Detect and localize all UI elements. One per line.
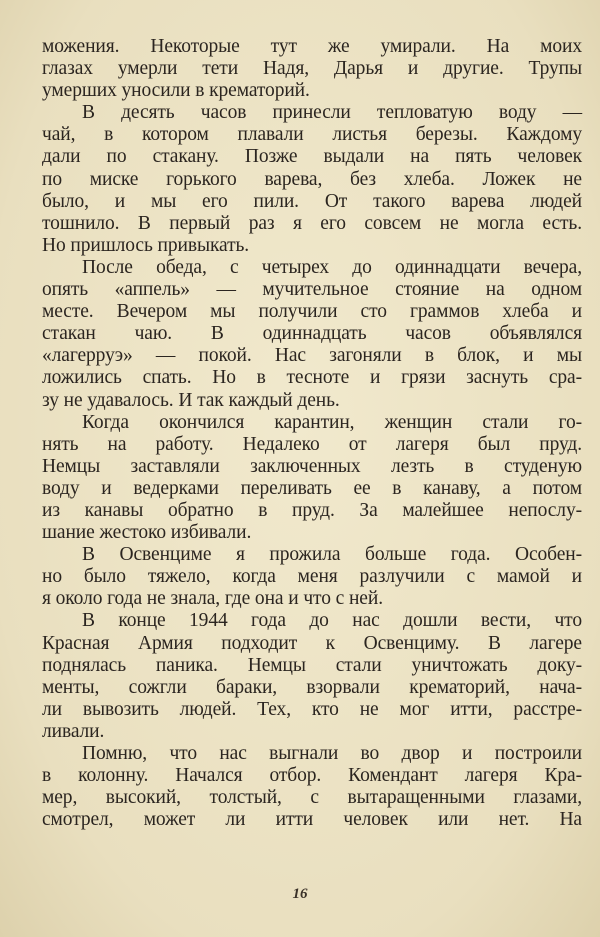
page-number: 16	[292, 886, 308, 902]
text-line: по миске горького варева, без хлеба. Ложек не	[42, 168, 582, 190]
text-line: но было тяжело, когда меня разлучили с мамой и	[42, 566, 582, 588]
text-line: поднялась паника. Немцы стали уничтожать доку-	[42, 654, 582, 676]
text-line: менты, сожгли бараки, взорвали крематорий, нача-	[42, 676, 582, 698]
paragraph	[42, 610, 582, 743]
text-line: из канавы обратно в пруд. За малейшее непослу-	[42, 499, 582, 521]
text-line: мер, высокий, толстый, с вытаращенными глазами,	[42, 787, 582, 809]
text-line: месте. Вечером мы получили сто граммов хлеба и	[42, 301, 582, 323]
text-line: воду и ведерками переливать ее в канаву, а потом	[42, 477, 582, 499]
text-line: опять «аппель» — мучительное стояние на одном	[42, 279, 582, 301]
paragraph	[42, 544, 582, 610]
text-line: зу не удавалось. И так каждый день.	[42, 389, 340, 411]
text-line: я около года не знала, где она и что с ней.	[42, 588, 383, 610]
text-line: тошнило. В первый раз я его совсем не могла есть.	[42, 212, 582, 234]
text-line: Красная Армия подходит к Освенциму. В лагере	[42, 632, 582, 654]
text-line: умерших уносили в крематорий.	[42, 80, 310, 102]
page-text	[42, 36, 582, 831]
text-line: Немцы заставляли заключенных лезть в студеную	[42, 455, 582, 477]
paragraph	[42, 743, 582, 831]
text-line: В десять часов принесли тепловатую воду —	[82, 102, 582, 124]
text-line: ли вывозить людей. Тех, кто не мог итти, расстре-	[42, 698, 582, 720]
paragraph	[42, 412, 582, 545]
text-line: чай, в котором плавали листья березы. Каждому	[42, 124, 582, 146]
text-line: «лагерруэ» — покой. Нас загоняли в блок, и мы	[42, 345, 582, 367]
text-line: было, и мы его пили. От такого варева людей	[42, 190, 582, 212]
text-line: в колонну. Начался отбор. Комендант лагеря Кра-	[42, 765, 582, 787]
text-line: ложились спать. Но в тесноте и грязи заснуть сра-	[42, 367, 582, 389]
text-line: После обеда, с четырех до одиннадцати вечера,	[82, 256, 582, 278]
text-line: можения. Некоторые тут же умирали. На моих	[42, 36, 582, 57]
paragraph	[42, 102, 582, 257]
text-line: шание жестоко избивали.	[42, 522, 252, 544]
paragraph	[42, 257, 582, 412]
text-line: Но пришлось привыкать.	[42, 234, 250, 256]
text-line: смотрел, может ли итти человек или нет. На	[42, 809, 582, 831]
text-line: глазах умерли тети Надя, Дарья и другие. Трупы	[42, 58, 582, 80]
text-line: Когда окончился карантин, женщин стали го-	[82, 411, 582, 433]
text-line: дали по стакану. Позже выдали на пять человек	[42, 146, 582, 168]
paragraph	[42, 36, 582, 102]
text-line: Помню, что нас выгнали во двор и построили	[82, 743, 582, 764]
text-line: стакан чаю. В одиннадцать часов объявлялся	[42, 323, 582, 345]
text-line: нять на работу. Недалеко от лагеря был пруд.	[42, 433, 582, 455]
text-line: ливали.	[42, 720, 105, 742]
text-line: В конце 1944 года до нас дошли вести, что	[82, 610, 582, 632]
text-line: В Освенциме я прожила больше года. Особен-	[82, 544, 582, 566]
